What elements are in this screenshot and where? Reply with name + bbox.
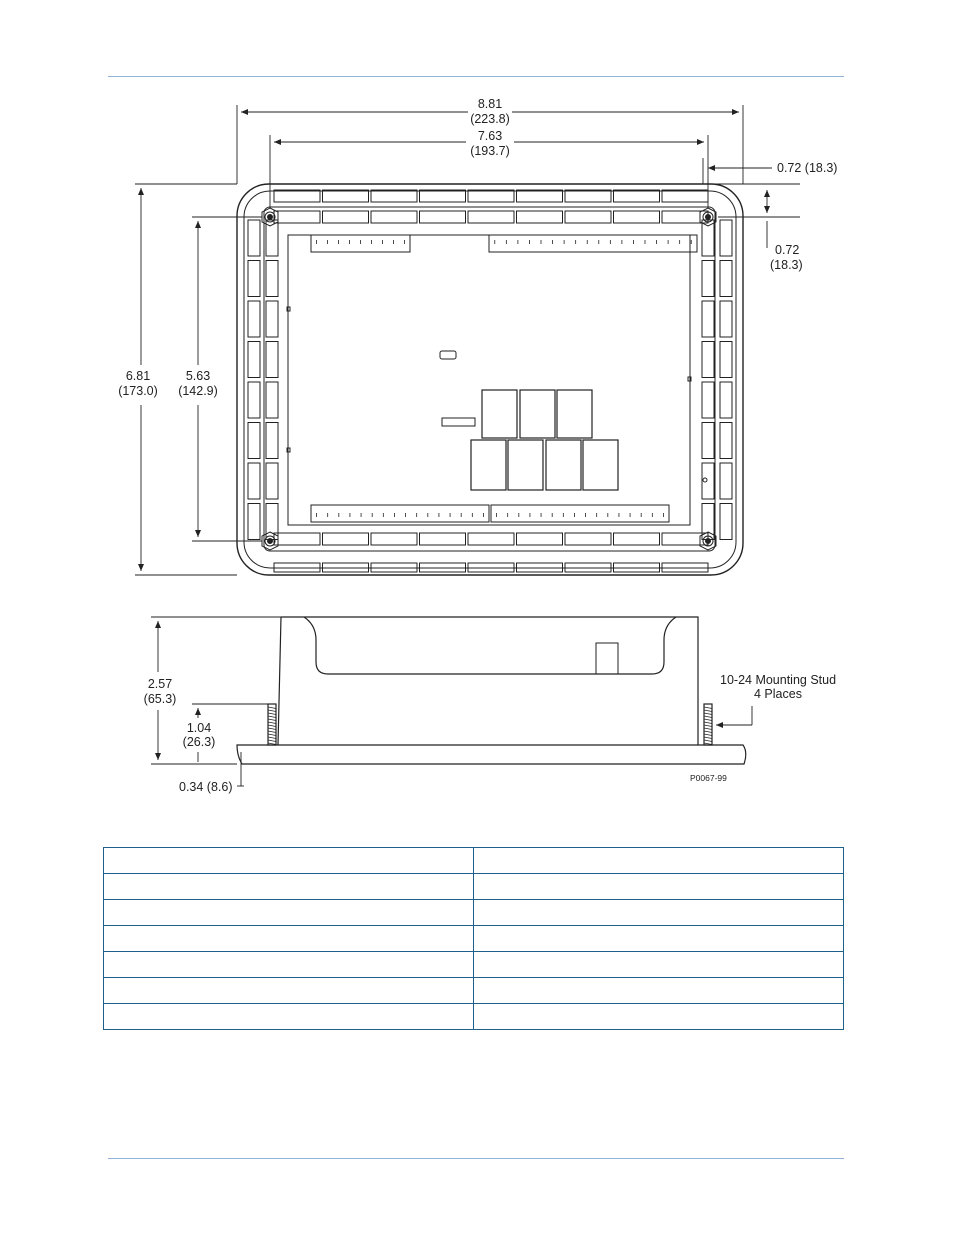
table-row <box>104 848 844 874</box>
label-block <box>442 418 475 426</box>
top-connector-right <box>489 235 697 252</box>
dim-stud-length: 1.04 <box>186 721 212 735</box>
front-view <box>237 184 743 575</box>
table-cell <box>474 926 844 952</box>
table-row <box>104 1004 844 1030</box>
table-cell <box>474 978 844 1004</box>
callout-stud-places: 4 Places <box>754 687 802 701</box>
footer-rule <box>108 1158 844 1159</box>
table-cell <box>104 926 474 952</box>
dim-overall-height: 6.81 <box>125 369 151 383</box>
table-cell <box>104 900 474 926</box>
dim-stud-height: 5.63 <box>185 369 211 383</box>
table-cell <box>104 874 474 900</box>
table-cell <box>474 1004 844 1030</box>
dim-stud-offset-top: 0.72 (18.3) <box>777 161 838 175</box>
table-cell <box>474 848 844 874</box>
dim-flange: 0.34 (8.6) <box>179 780 233 794</box>
bottom-connector-right <box>491 505 669 522</box>
dim-overall-width: 8.81 <box>477 97 503 111</box>
drawing-id: P0067-99 <box>690 773 727 783</box>
bottom-connector-left <box>311 505 489 522</box>
dim-depth-metric: (65.3) <box>143 692 177 706</box>
table-row <box>104 900 844 926</box>
side-view <box>237 617 746 764</box>
dim-stud-height-metric: (142.9) <box>178 384 218 398</box>
dim-stud-width-metric: (193.7) <box>470 144 510 158</box>
table-cell <box>104 1004 474 1030</box>
mounting-stud-holes <box>262 208 716 550</box>
table-row <box>104 952 844 978</box>
table-cell <box>104 848 474 874</box>
table-row <box>104 926 844 952</box>
dim-stud-length-metric: (26.3) <box>182 735 216 749</box>
table-cell <box>474 874 844 900</box>
dim-stud-width: 7.63 <box>477 129 503 143</box>
spec-table <box>103 847 844 1030</box>
dim-overall-width-metric: (223.8) <box>470 112 510 126</box>
table-cell <box>474 900 844 926</box>
table-cell <box>104 978 474 1004</box>
dim-depth: 2.57 <box>147 677 173 691</box>
side-ribs <box>248 220 732 540</box>
table-cell <box>474 952 844 978</box>
usb-port <box>440 351 456 359</box>
table-row <box>104 978 844 1004</box>
dim-overall-height-metric: (173.0) <box>118 384 158 398</box>
dim-stud-offset-side: 0.72 <box>775 243 800 257</box>
relays <box>471 390 618 490</box>
table-row <box>104 874 844 900</box>
table-cell <box>104 952 474 978</box>
dim-stud-offset-side-metric: (18.3) <box>770 258 803 272</box>
callout-stud: 10-24 Mounting Stud <box>720 673 837 687</box>
